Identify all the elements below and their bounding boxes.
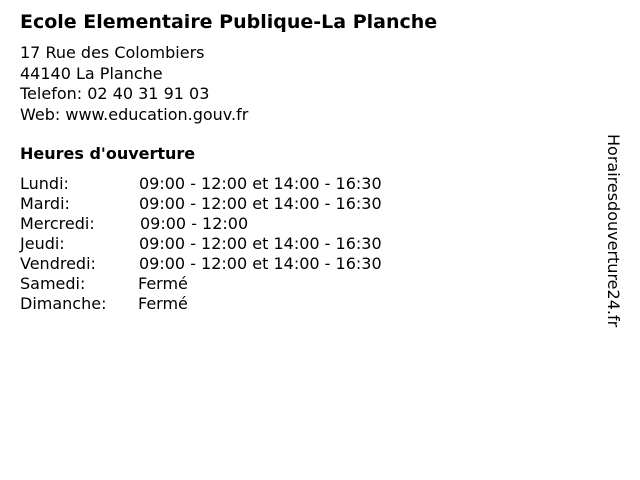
web-line: Web: www.education.gouv.fr bbox=[20, 104, 249, 124]
city-address: 44140 La Planche bbox=[20, 63, 163, 83]
day-hours: 09:00 - 12:00 bbox=[140, 214, 249, 233]
day-hours: Fermé bbox=[138, 294, 188, 313]
day-hours: 09:00 - 12:00 et 14:00 - 16:30 bbox=[139, 174, 382, 193]
day-label: Samedi: bbox=[20, 274, 86, 293]
day-hours: Fermé bbox=[138, 274, 188, 293]
street-address: 17 Rue des Colombiers bbox=[20, 43, 205, 62]
day-label: Jeudi: bbox=[20, 234, 65, 253]
day-hours: 09:00 - 12:00 et 14:00 - 16:30 bbox=[139, 194, 382, 213]
day-label: Lundi: bbox=[20, 174, 69, 193]
day-label: Mardi: bbox=[20, 194, 70, 213]
day-hours: 09:00 - 12:00 et 14:00 - 16:30 bbox=[139, 254, 382, 273]
day-label: Mercredi: bbox=[20, 214, 95, 233]
day-label: Vendredi: bbox=[20, 254, 96, 273]
school-name: Ecole Elementaire Publique-La Planche bbox=[20, 11, 438, 33]
site-watermark: Horairesdouverture24.fr bbox=[604, 134, 623, 328]
address-block bbox=[20, 43, 248, 125]
day-hours: 09:00 - 12:00 et 14:00 - 16:30 bbox=[139, 234, 382, 253]
phone-line: Telefon: 02 40 31 91 03 bbox=[20, 84, 210, 103]
day-label: Dimanche: bbox=[20, 294, 107, 313]
hours-heading: Heures d'ouverture bbox=[20, 144, 196, 163]
